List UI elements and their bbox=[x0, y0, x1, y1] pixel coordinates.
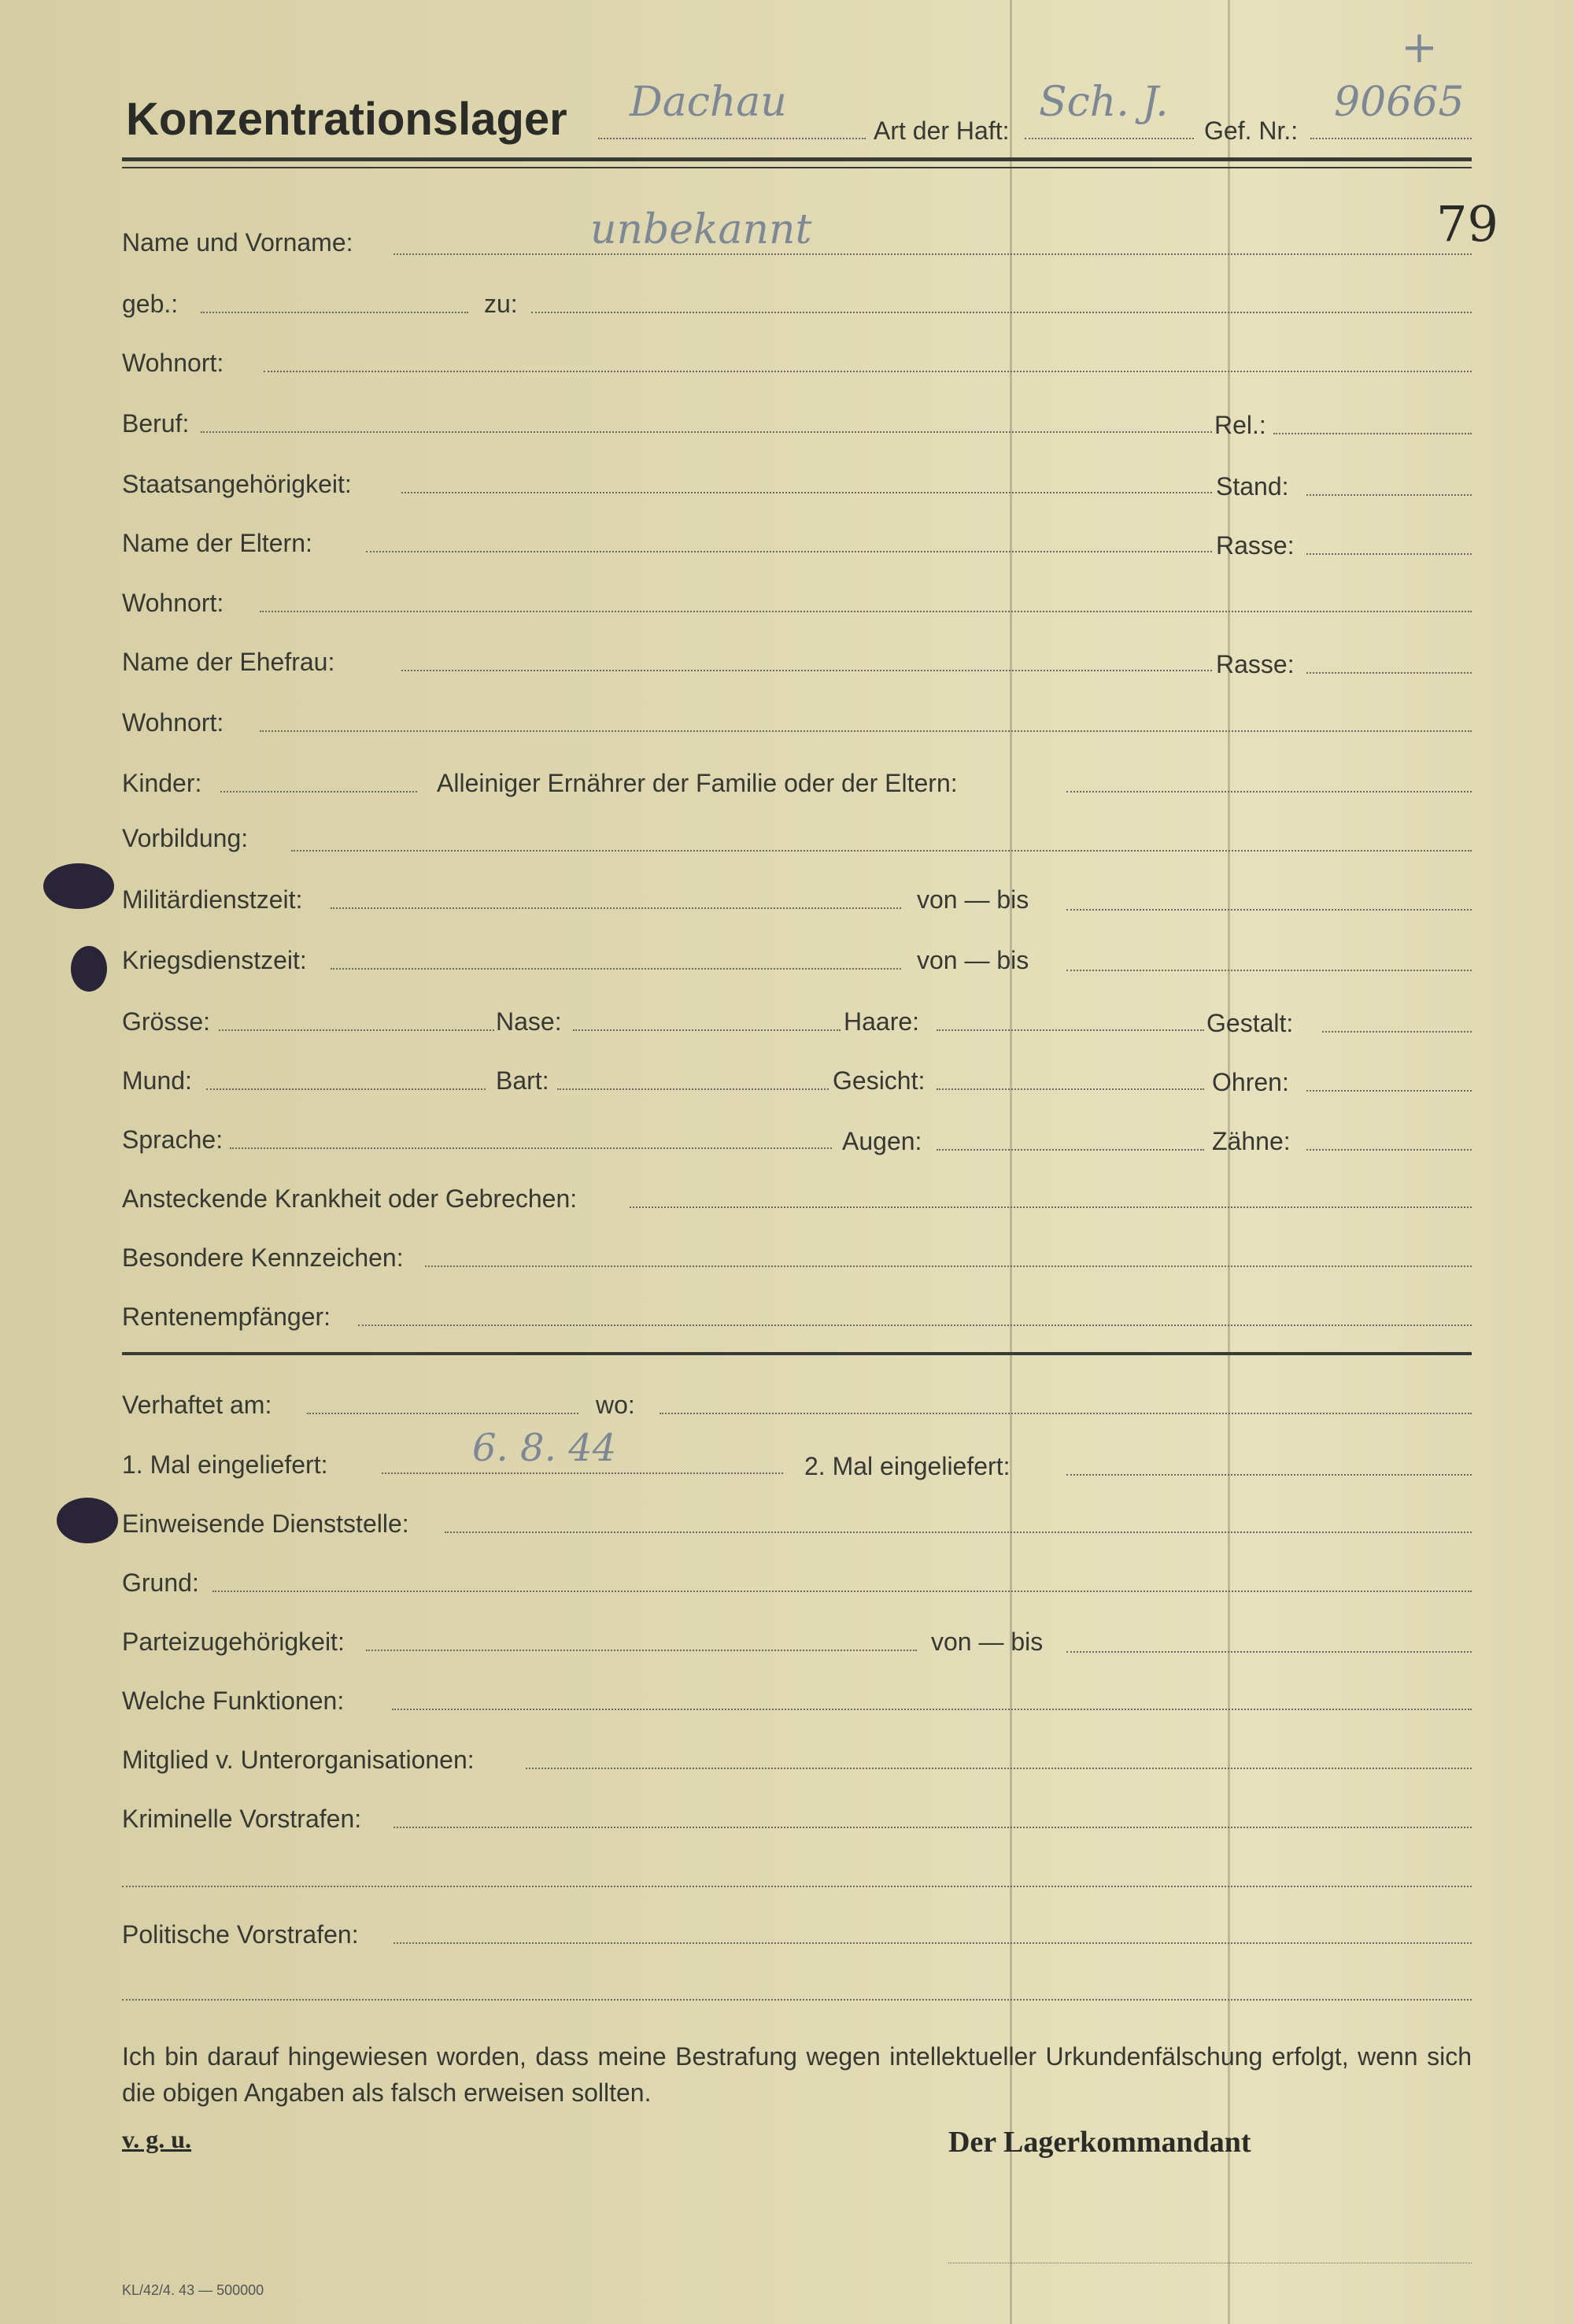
sheet-number: 79 bbox=[1436, 195, 1498, 253]
wohnort2-label: Wohnort: bbox=[122, 589, 224, 617]
wohnort1-label: Wohnort: bbox=[122, 349, 224, 377]
mal1-value: 6. 8. 44 bbox=[472, 1426, 617, 1470]
wohnort3-line bbox=[260, 730, 1472, 732]
dienststelle-label: Einweisende Dienststelle: bbox=[122, 1509, 409, 1538]
rasse2-label: Rasse: bbox=[1216, 650, 1295, 678]
mal1-label: 1. Mal eingeliefert: bbox=[122, 1450, 328, 1479]
rasse1-label: Rasse: bbox=[1216, 531, 1295, 560]
augen-line bbox=[937, 1149, 1204, 1151]
ohren-label: Ohren: bbox=[1212, 1068, 1289, 1096]
vorbildung-label: Vorbildung: bbox=[122, 824, 249, 852]
politisch-line bbox=[394, 1942, 1472, 1944]
bart-label: Bart: bbox=[496, 1066, 549, 1095]
art-line bbox=[1025, 138, 1194, 139]
zu-line bbox=[531, 312, 1472, 313]
wohnort3-label: Wohnort: bbox=[122, 708, 224, 737]
krieg-label: Kriegsdienstzeit: bbox=[122, 946, 307, 974]
rente-label: Rentenempfänger: bbox=[122, 1302, 331, 1331]
funktionen-label: Welche Funktionen: bbox=[122, 1687, 345, 1715]
camp-value: Dachau bbox=[630, 79, 787, 126]
stand-label: Stand: bbox=[1216, 472, 1289, 501]
header-rule bbox=[122, 157, 1472, 161]
politisch-line-2 bbox=[122, 1999, 1472, 2001]
wohnort2-line bbox=[260, 611, 1472, 612]
kennzeichen-label: Besondere Kennzeichen: bbox=[122, 1243, 404, 1272]
unterorg-label: Mitglied v. Unterorganisationen: bbox=[122, 1746, 475, 1774]
groesse-label: Grösse: bbox=[122, 1007, 211, 1036]
grund-line bbox=[212, 1591, 1472, 1592]
ohren-line bbox=[1306, 1090, 1472, 1092]
name-value: unbekannt bbox=[590, 206, 812, 253]
gestalt-label: Gestalt: bbox=[1206, 1009, 1294, 1037]
rente-line bbox=[358, 1325, 1472, 1326]
rel-label: Rel.: bbox=[1214, 411, 1266, 439]
kennzeichen-line bbox=[425, 1265, 1472, 1267]
augen-label: Augen: bbox=[842, 1127, 922, 1155]
kriminell-label: Kriminelle Vorstrafen: bbox=[122, 1805, 362, 1833]
nase-label: Nase: bbox=[496, 1007, 562, 1036]
vgu-mark: v. g. u. bbox=[122, 2125, 192, 2153]
zaehne-line bbox=[1306, 1149, 1472, 1151]
art-value: Sch. J. bbox=[1039, 79, 1169, 126]
section-rule bbox=[122, 1352, 1472, 1355]
krieg-line bbox=[331, 968, 901, 970]
camp-line bbox=[598, 138, 866, 139]
rasse1-line bbox=[1306, 553, 1472, 555]
dienststelle-line bbox=[445, 1531, 1472, 1533]
partei-vonbis: von — bis bbox=[931, 1628, 1044, 1656]
unterorg-line bbox=[526, 1768, 1472, 1769]
ernaehrer-label: Alleiniger Ernährer der Familie oder der Eltern: bbox=[437, 769, 958, 797]
bart-line bbox=[557, 1088, 829, 1090]
partei-line bbox=[366, 1650, 917, 1651]
declaration-text: Ich bin darauf hingewiesen worden, dass meine Bestrafung wegen intellektueller Urkundenfälschung erfolgt, wenn sich die obigen Angaben als falsch erweisen sollten. bbox=[122, 2042, 1472, 2107]
name-line bbox=[394, 253, 1472, 255]
name-label: Name und Vorname: bbox=[122, 228, 353, 257]
gef-line bbox=[1310, 138, 1472, 139]
partei-vonbis-line bbox=[1066, 1651, 1472, 1653]
kriminell-line-2 bbox=[122, 1886, 1472, 1887]
mund-line bbox=[206, 1088, 486, 1090]
gesicht-label: Gesicht: bbox=[833, 1066, 926, 1095]
mund-label: Mund: bbox=[122, 1066, 192, 1095]
rel-line bbox=[1273, 433, 1472, 434]
mal1-line bbox=[382, 1472, 783, 1474]
geb-line bbox=[201, 312, 468, 313]
staat-label: Staatsangehörigkeit: bbox=[122, 470, 352, 498]
krankheit-line bbox=[630, 1206, 1472, 1208]
militaer-vonbis: von — bis bbox=[917, 885, 1029, 914]
form-title: Konzentrationslager bbox=[126, 94, 567, 145]
wo-label: wo: bbox=[596, 1391, 635, 1419]
verhaftet-label: Verhaftet am: bbox=[122, 1391, 272, 1419]
kinder-line bbox=[220, 791, 417, 793]
haare-line bbox=[937, 1029, 1204, 1031]
staat-line bbox=[401, 492, 1212, 493]
form-code: KL/42/4. 43 — 500000 bbox=[122, 2282, 264, 2298]
wo-line bbox=[660, 1413, 1472, 1414]
grund-label: Grund: bbox=[122, 1568, 199, 1597]
ehefrau-label: Name der Ehefrau: bbox=[122, 648, 335, 676]
verhaftet-line bbox=[307, 1413, 578, 1414]
haare-label: Haare: bbox=[844, 1007, 920, 1036]
partei-label: Parteizugehörigkeit: bbox=[122, 1628, 345, 1656]
funktionen-line bbox=[392, 1709, 1472, 1710]
vorbildung-line bbox=[291, 850, 1472, 852]
krankheit-label: Ansteckende Krankheit oder Gebrechen: bbox=[122, 1184, 578, 1213]
groesse-line bbox=[219, 1029, 494, 1031]
militaer-label: Militärdienstzeit: bbox=[122, 885, 303, 914]
gef-value: 90665 bbox=[1334, 79, 1465, 126]
militaer-vonbis-line bbox=[1066, 909, 1472, 911]
krieg-vonbis-line bbox=[1066, 970, 1472, 971]
kinder-label: Kinder: bbox=[122, 769, 202, 797]
mal2-line bbox=[1066, 1474, 1472, 1476]
punch-hole bbox=[43, 863, 114, 909]
commandant-signature-label: Der Lagerkommandant bbox=[948, 2126, 1251, 2159]
zu-label: zu: bbox=[484, 290, 518, 318]
sprache-line bbox=[230, 1147, 832, 1149]
politisch-label: Politische Vorstrafen: bbox=[122, 1920, 359, 1949]
punch-hole bbox=[71, 946, 107, 992]
krieg-vonbis: von — bis bbox=[917, 946, 1029, 974]
scan-streak bbox=[1228, 0, 1230, 2324]
militaer-line bbox=[331, 907, 901, 909]
corner-mark: + bbox=[1401, 22, 1438, 73]
gef-label: Gef. Nr.: bbox=[1204, 116, 1299, 145]
nase-line bbox=[573, 1029, 841, 1031]
zaehne-label: Zähne: bbox=[1212, 1127, 1291, 1155]
geb-label: geb.: bbox=[122, 290, 179, 318]
gestalt-line bbox=[1322, 1031, 1472, 1033]
kriminell-line bbox=[394, 1827, 1472, 1828]
ehefrau-line bbox=[401, 670, 1212, 671]
eltern-line bbox=[366, 551, 1212, 552]
beruf-line bbox=[201, 431, 1212, 433]
gesicht-line bbox=[937, 1088, 1204, 1090]
scan-streak bbox=[1010, 0, 1012, 2324]
punch-hole bbox=[57, 1498, 118, 1543]
stand-line bbox=[1306, 494, 1472, 496]
ernaehrer-line bbox=[1066, 791, 1472, 793]
wohnort1-line bbox=[264, 371, 1472, 372]
mal2-label: 2. Mal eingeliefert: bbox=[804, 1452, 1011, 1480]
rasse2-line bbox=[1306, 672, 1472, 674]
header-rule-thin bbox=[122, 167, 1472, 168]
sprache-label: Sprache: bbox=[122, 1125, 224, 1154]
art-label: Art der Haft: bbox=[874, 116, 1010, 145]
eltern-label: Name der Eltern: bbox=[122, 529, 312, 557]
beruf-label: Beruf: bbox=[122, 409, 190, 438]
